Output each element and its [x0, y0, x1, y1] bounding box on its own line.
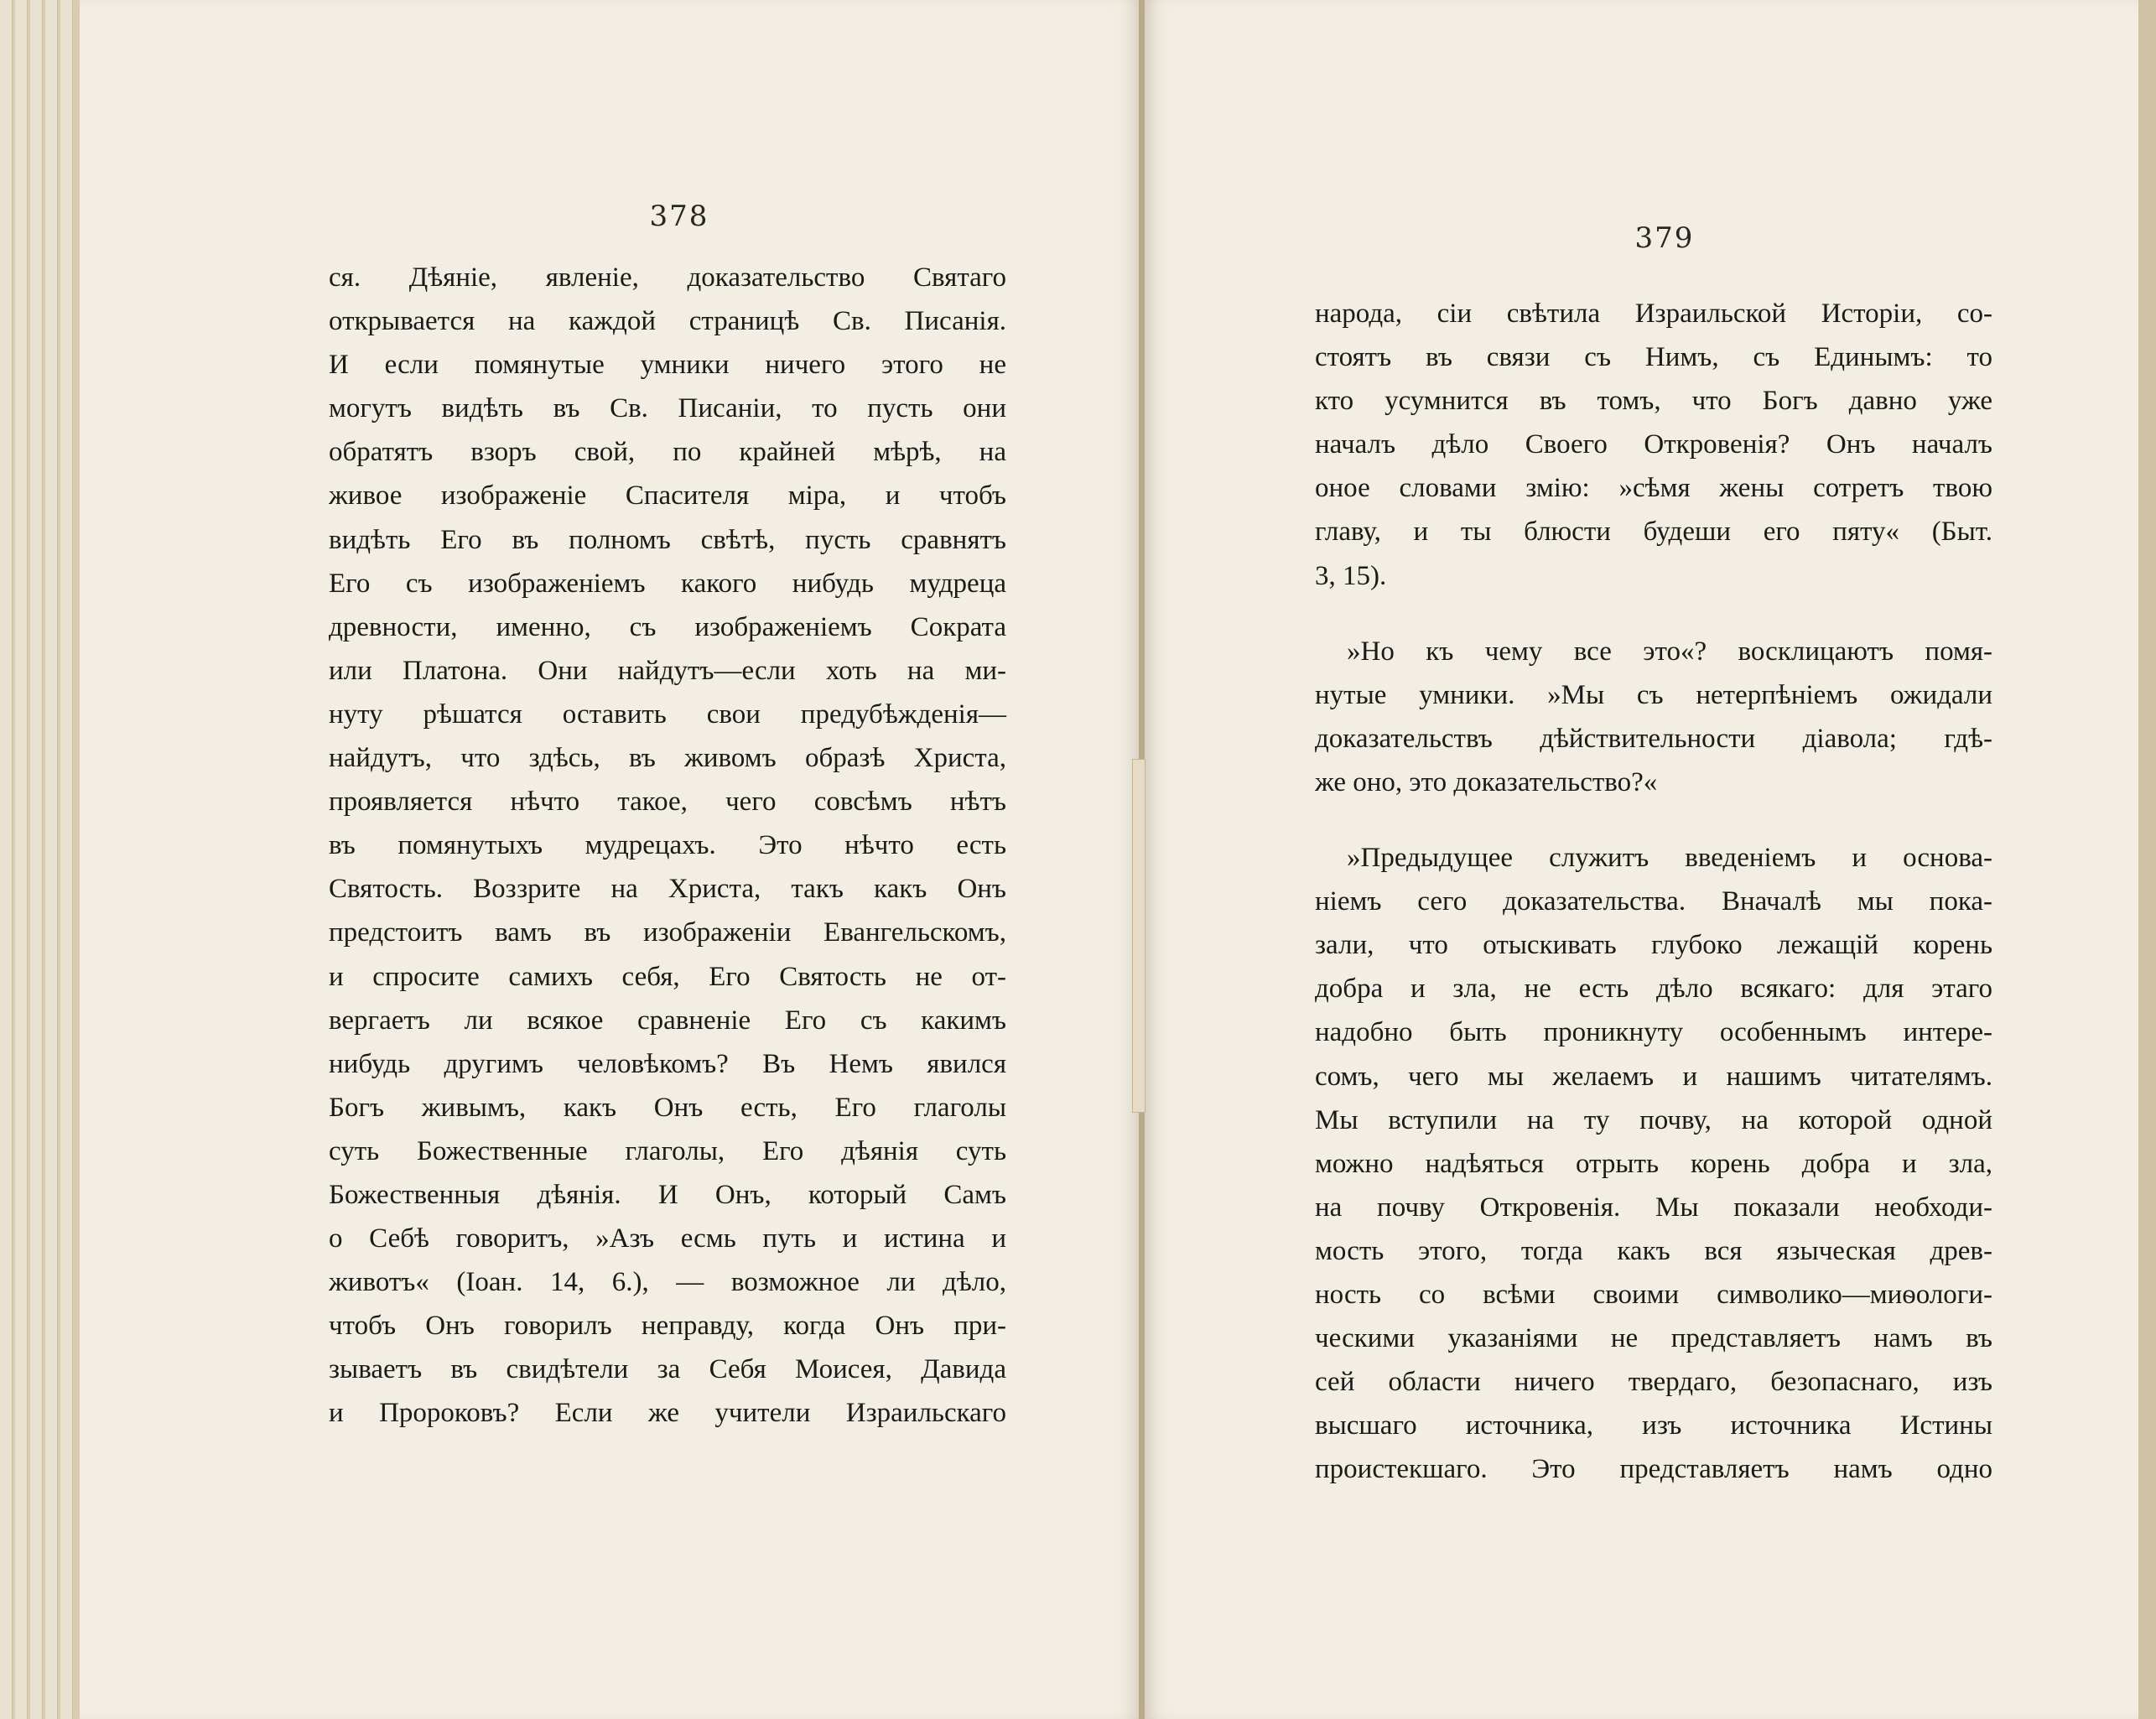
text-line: проявляется нѣчто такое, чего совсѣмъ нѣтъ — [329, 787, 1006, 818]
text-line: сей области ничего твердаго, безопаснаго, изъ — [1315, 1367, 1992, 1398]
text-line: древности, именно, съ изображеніемъ Сократа — [329, 611, 1006, 642]
text-line: ніемъ сего доказательства. Вначалѣ мы пока- — [1315, 886, 1992, 917]
text-line: ческими указаніями не представляетъ намъ въ — [1315, 1323, 1992, 1354]
right-page-edge — [2138, 0, 2156, 1719]
text-line: суть Божественные глаголы, Его дѣянія суть — [329, 1135, 1006, 1166]
paragraph — [1315, 292, 1992, 598]
text-line: доказательствъ дѣйствительности діавола; гдѣ- — [1315, 723, 1992, 754]
text-line: и Пророковъ? Если же учители Израильскаго — [329, 1398, 1006, 1429]
page-number-right: 379 — [1634, 221, 1695, 255]
text-line: предстоитъ вамъ въ изображеніи Евангельскомъ, — [329, 917, 1006, 948]
text-line: зали, что отыскивать глубоко лежащій корень — [1315, 930, 1992, 961]
paragraph — [1315, 630, 1992, 804]
text-line: Богъ живымъ, какъ Онъ есть, Его глаголы — [329, 1092, 1006, 1123]
text-line: зываетъ въ свидѣтели за Себя Моисея, Давида — [329, 1354, 1006, 1385]
page-edges — [30, 0, 43, 1719]
page-edges — [45, 0, 58, 1719]
paragraph — [1315, 836, 1992, 1491]
text-line: можно надѣяться отрыть корень добра и зла, — [1315, 1148, 1992, 1179]
page-edges — [15, 0, 28, 1719]
right-text-column — [1315, 292, 1992, 1491]
text-line: добра и зла, не есть дѣло всякаго: для этаго — [1315, 974, 1992, 1005]
text-line: »Предыдущее служитъ введеніемъ и основа- — [1347, 843, 1992, 874]
text-line: Его съ изображеніемъ какого нибудь мудреца — [329, 568, 1006, 599]
text-line: главу, и ты блюсти будеши его пяту« (Быт. — [1315, 517, 1992, 548]
text-line: же оно, это доказательство?« — [1315, 766, 1658, 797]
text-line: или Платона. Они найдутъ—если хоть на ми- — [329, 655, 1006, 686]
text-line: народа, сіи свѣтила Израильской Исторіи, со- — [1315, 299, 1992, 329]
text-line: могутъ видѣть въ Св. Писаніи, то пусть они — [329, 393, 1006, 424]
text-line: ность со всѣми своими символико—миѳологи- — [1315, 1279, 1992, 1310]
text-line: и спросите самихъ себя, Его Святость не от- — [329, 961, 1006, 992]
text-line: о Себѣ говоритъ, »Азъ есмь путь и истина и — [329, 1223, 1006, 1254]
text-line: мость этого, тогда какъ вся языческая древ- — [1315, 1235, 1992, 1266]
text-line: сомъ, чего мы желаемъ и нашимъ читателямъ. — [1315, 1061, 1992, 1092]
text-line: на почву Откровенія. Мы показали необходи- — [1315, 1192, 1992, 1223]
text-line: высшаго источника, изъ источника Истины — [1315, 1410, 1992, 1441]
text-line: животъ« (Іоан. 14, 6.), — возможное ли дѣло, — [329, 1267, 1006, 1298]
text-line: открывается на каждой страницѣ Св. Писанія. — [329, 306, 1006, 337]
text-line: въ помянутыхъ мудрецахъ. Это нѣчто есть — [329, 830, 1006, 861]
folded-page-tab — [1132, 759, 1146, 1113]
page-edges — [0, 0, 13, 1719]
text-line: Божественныя дѣянія. И Онъ, который Самъ — [329, 1179, 1006, 1210]
text-line: оное словами змію: »сѣмя жены сотретъ твою — [1315, 473, 1992, 504]
text-line: видѣть Его въ полномъ свѣтѣ, пусть сравнятъ — [329, 524, 1006, 555]
text-line: чтобъ Онъ говорилъ неправду, когда Онъ при- — [329, 1311, 1006, 1342]
page-edges — [60, 0, 73, 1719]
left-text-column — [329, 256, 1006, 1436]
text-line: кто усумнится въ томъ, что Богъ давно уже — [1315, 386, 1992, 417]
text-line: ся. Дѣяніе, явленіе, доказательство Святаго — [329, 262, 1006, 293]
text-line: Мы вступили на ту почву, на которой одной — [1315, 1104, 1992, 1135]
text-line: надобно быть проникнуту особеннымъ интере- — [1315, 1017, 1992, 1048]
text-line: нибудь другимъ человѣкомъ? Въ Немъ явился — [329, 1048, 1006, 1079]
page-number-left: 378 — [649, 200, 709, 233]
text-line: И если помянутые умники ничего этого не — [329, 350, 1006, 381]
text-line: вергаетъ ли всякое сравненіе Его съ какимъ — [329, 1005, 1006, 1036]
text-line: 3, 15). — [1315, 560, 1387, 591]
text-line: Святость. Воззрите на Христа, такъ какъ Онъ — [329, 874, 1006, 905]
text-line: найдутъ, что здѣсь, въ живомъ образѣ Христа, — [329, 743, 1006, 774]
text-line: стоятъ въ связи съ Нимъ, съ Единымъ: то — [1315, 342, 1992, 373]
text-line: началъ дѣло Своего Откровенія? Онъ началъ — [1315, 429, 1992, 460]
text-line: обратятъ взоръ свой, по крайней мѣрѣ, на — [329, 437, 1006, 468]
text-line: проистекшаго. Это представляетъ намъ одно — [1315, 1454, 1992, 1485]
text-line: живое изображеніе Спасителя міра, и чтобъ — [329, 480, 1006, 512]
text-line: нуту рѣшатся оставить свои предубѣжденія— — [329, 699, 1006, 730]
text-line: нутые умники. »Мы съ нетерпѣніемъ ожидали — [1315, 679, 1992, 710]
text-line: »Но къ чему все это«? восклицаютъ помя- — [1347, 636, 1992, 667]
